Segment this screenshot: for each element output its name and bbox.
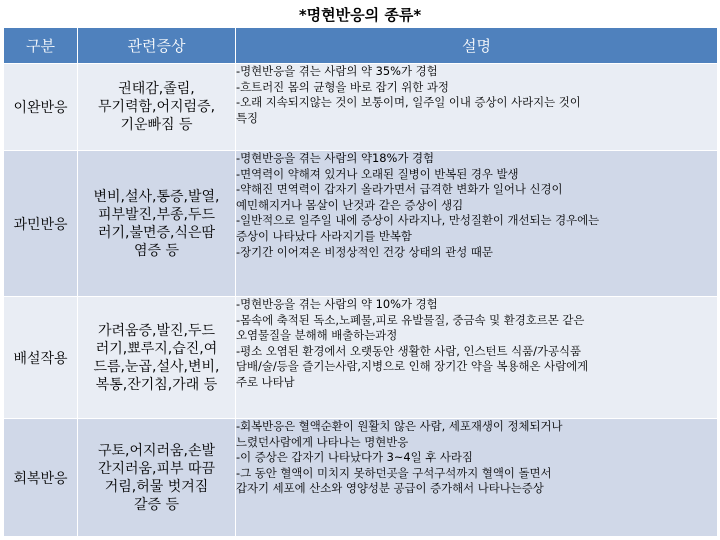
table-row bbox=[4, 151, 718, 297]
description-line: -회복반응은 혈액순환이 원활치 않은 사람, 세포재생이 정체되거나 bbox=[236, 419, 563, 433]
symptom-line: 러기,뾰루지,습진,여 bbox=[95, 340, 218, 357]
description-line: 오염물질을 분해해 배출하는과정 bbox=[236, 328, 398, 343]
category-cell: 회복반응 bbox=[4, 419, 78, 537]
symptoms-cell bbox=[78, 297, 236, 419]
table-row bbox=[4, 64, 718, 151]
symptoms-cell bbox=[78, 64, 236, 151]
description-line: 주로 나타남 bbox=[236, 374, 295, 389]
symptom-line: 러기,불면증,식은땀 bbox=[97, 224, 216, 241]
category-cell: 이완반응 bbox=[4, 64, 78, 151]
description-line: -장기간 이어져온 비정상적인 건강 상태의 관성 때문 bbox=[236, 244, 493, 259]
header-category: 구분 bbox=[4, 28, 78, 64]
symptom-line: 염증 등 bbox=[133, 242, 180, 259]
symptom-line: 거림,허물 벗겨짐 bbox=[104, 478, 209, 495]
symptoms-cell bbox=[78, 151, 236, 297]
description-cell bbox=[236, 297, 718, 419]
category-cell: 과민반응 bbox=[4, 151, 78, 297]
reaction-types-table bbox=[3, 27, 718, 537]
category-cell: 배설작용 bbox=[4, 297, 78, 419]
symptom-line: 기운빠짐 등 bbox=[120, 117, 193, 133]
description-line: 특징 bbox=[236, 110, 259, 125]
description-line: -이 증상은 갑자기 나타났다가 3~4일 후 사라짐 bbox=[236, 450, 473, 465]
symptom-line: 변비,설사,통증,발열, bbox=[93, 188, 220, 205]
page-title: *명현반응의 종류* bbox=[298, 6, 422, 24]
symptom-line: 가려움증,발진,두드 bbox=[97, 322, 216, 339]
table-row bbox=[4, 419, 718, 537]
symptoms-cell bbox=[78, 419, 236, 537]
symptom-line: 구토,어지러움,손발 bbox=[97, 442, 216, 459]
description-line: -흐트러진 몸의 균형을 바로 잡기 위한 과정 bbox=[236, 79, 449, 94]
description-line: 느렸던사람에게 나타나는 명현반응 bbox=[236, 434, 409, 449]
description-line: -약해진 면역력이 갑자기 올라가면서 급격한 변화가 일어나 신경이 bbox=[236, 182, 563, 197]
header-description: 설명 bbox=[236, 28, 718, 64]
description-line: 예민해지거나 몸살이 난것과 같은 증상이 생김 bbox=[236, 197, 464, 212]
symptom-line: 간지러움,피부 따끔 bbox=[97, 460, 216, 477]
header-symptoms: 관련증상 bbox=[78, 28, 236, 64]
symptom-line: 무기력함,어지럼증, bbox=[97, 99, 216, 115]
symptom-line: 드름,눈곱,설사,변비, bbox=[93, 358, 220, 375]
table-header-row bbox=[4, 28, 718, 64]
description-line: -평소 오염된 환경에서 오랫동안 생활한 사람, 인스턴트 식품/가공식품 bbox=[236, 343, 582, 358]
description-line: -명현반응을 겪는 사람의 약 35%가 경험 bbox=[236, 64, 438, 78]
description-line: -면역력이 약해져 있거나 오래된 질병이 반복된 경우 발생 bbox=[236, 166, 519, 181]
description-line: 갑자기 세포에 산소와 영양성분 공급이 증가해서 나타나는증상 bbox=[236, 481, 544, 496]
description-line: -일반적으로 일주일 내에 증상이 사라지나, 만성질환이 개선되는 경우에는 bbox=[236, 213, 600, 228]
description-line: 담배/술/등을 즐기는사람,지병으로 인해 장기간 약을 복용해온 사람에게 bbox=[236, 359, 589, 374]
symptom-line: 갈증 등 bbox=[133, 496, 180, 513]
description-line: -몸속에 축적된 독소,노폐물,피로 유발물질, 중금속 및 환경호르몬 같은 bbox=[236, 312, 585, 327]
symptom-line: 복통,잔기침,가래 등 bbox=[95, 376, 218, 393]
description-line: -명현반응을 겪는 사람의 약 10%가 경험 bbox=[236, 297, 438, 311]
symptom-line: 피부발진,부종,두드 bbox=[97, 206, 216, 223]
description-line: 증상이 나타났다 사라지기를 반복함 bbox=[236, 228, 412, 243]
symptom-line: 권태감,졸림, bbox=[118, 81, 195, 97]
description-line: -오래 지속되지않는 것이 보통이며, 일주일 이내 증상이 사라지는 것이 bbox=[236, 95, 581, 110]
description-cell bbox=[236, 419, 718, 537]
description-line: -그 동안 혈액이 미치지 못하던곳을 구석구석까지 혈액이 돌면서 bbox=[236, 465, 552, 480]
description-cell bbox=[236, 151, 718, 297]
description-line: -명현반응을 겪는 사람의 약18%가 경험 bbox=[236, 151, 434, 165]
table-row bbox=[4, 297, 718, 419]
description-cell bbox=[236, 64, 718, 151]
